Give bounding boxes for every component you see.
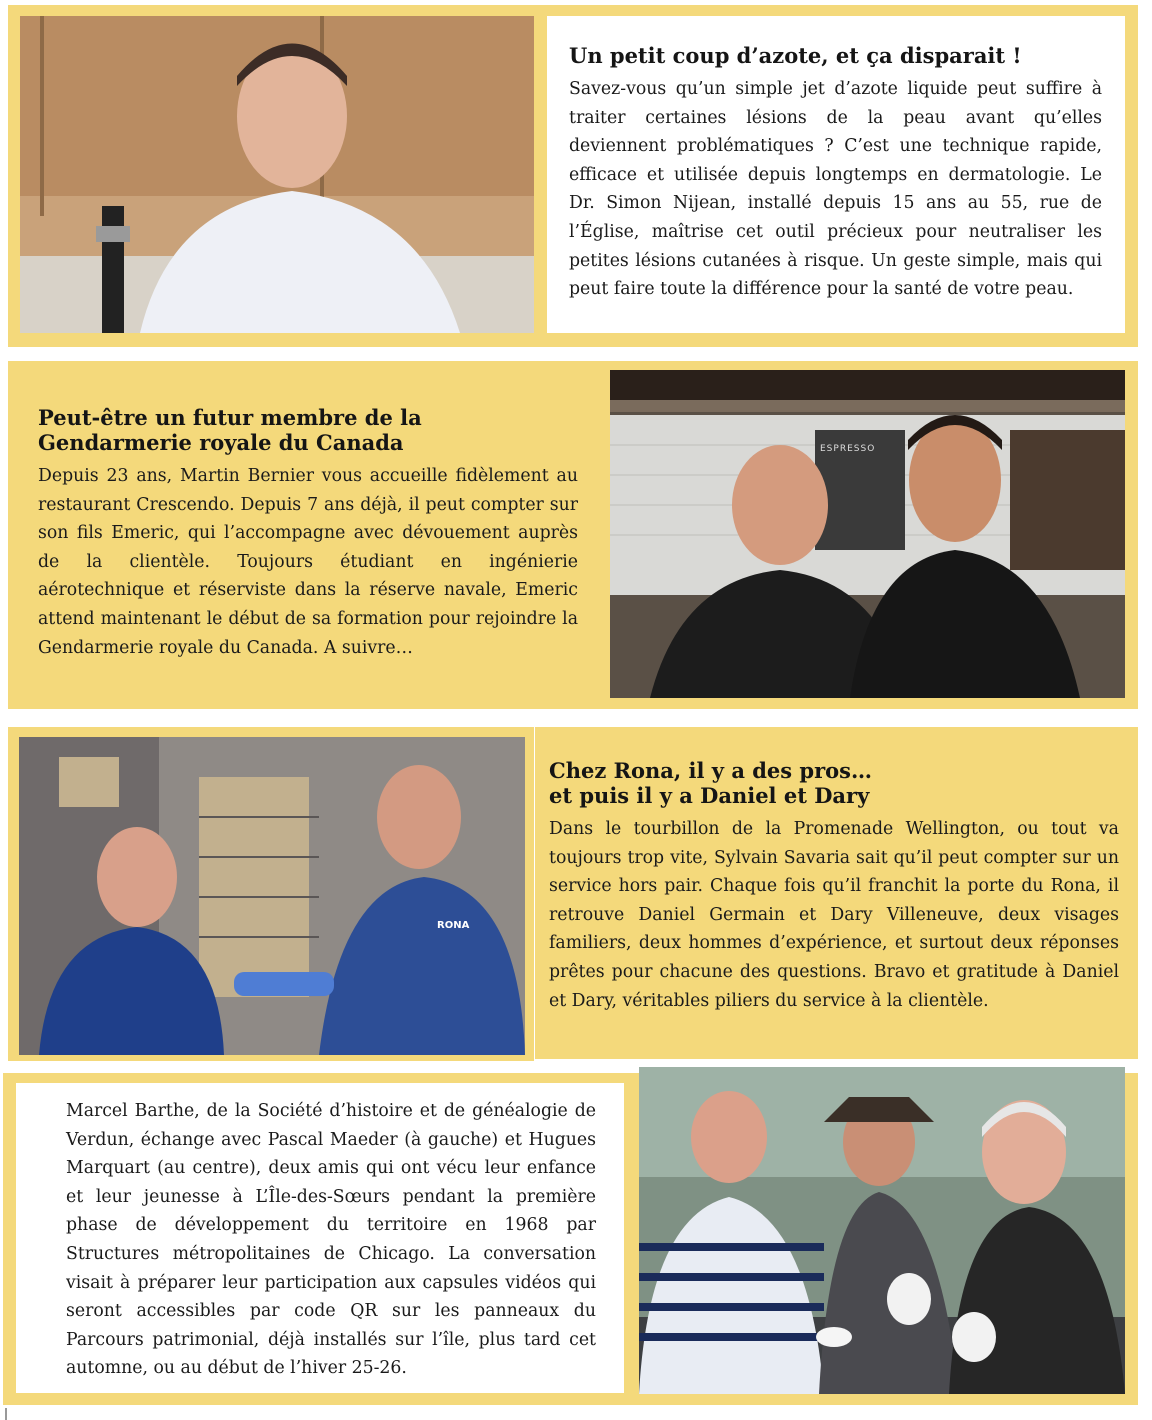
restaurant-photo: [610, 370, 1125, 698]
article-restaurant-title-line2: Gendarmerie royale du Canada: [38, 430, 404, 455]
espresso-sign: ESPRESSO: [820, 444, 876, 454]
article-dermatology-title: Un petit coup d’azote, et ça disparait !: [569, 43, 1022, 68]
article-rona-title-line1: Chez Rona, il y a des pros…: [549, 758, 872, 783]
article-heritage-textbox: [16, 1083, 624, 1393]
rona-photo: [19, 737, 525, 1055]
page-folio-mark: [5, 1408, 7, 1420]
article-restaurant-title: [38, 405, 598, 455]
article-rona-frame: [535, 727, 1138, 1059]
article-dermatology-body: Savez-vous qu’un simple jet d’azote liquide peut suffire à traiter certaines lésions de la peau avant qu’elles deviennent problématiques ? C’est une technique rapide, efficace et utilisée depuis longtemps en dermatologie. Le Dr. Simon Nijean, installé depuis 15 ans au 55, rue de l’Église, maîtrise cet outil précieux pour neutraliser les petites lésions cutanées à risque. Un geste simple, mais qui peut faire toute la différence pour la santé de votre peau.: [569, 79, 1102, 300]
heritage-cafe-photo: [639, 1067, 1125, 1394]
rona-vest-logo: RONA: [437, 920, 470, 931]
doctor-photo: [20, 16, 534, 333]
article-restaurant-body: Depuis 23 ans, Martin Bernier vous accueille fidèlement au restaurant Crescendo. Depuis 7 ans déjà, il peut compter sur son fils Emeric, qui l’accompagne avec dévouement auprès de la clientèle. Toujours étudiant en ingénierie aérotechnique et réserviste dans la réserve navale, Emeric attend maintenant le début de sa formation pour rejoindre la Gendarmerie royale du Canada. A suivre…: [38, 466, 578, 658]
article-rona-title-line2: et puis il y a Daniel et Dary: [549, 783, 870, 808]
article-restaurant-title-line1: Peut-être un futur membre de la: [38, 405, 422, 430]
article-heritage-body: Marcel Barthe, de la Société d’histoire et de généalogie de Verdun, échange avec Pascal Maeder (à gauche) et Hugues Marquart (au centre), deux amis qui ont vécu leur enfance et leur jeunesse à L’Île-des-Sœurs pendant la première phase de développement du territoire en 1968 par Structures métropolitaines de Chicago. La conversation visait à préparer leur participation aux capsules vidéos qui seront accessibles par code QR sur les panneaux du Parcours patrimonial, déjà installés sur l’île, plus tard cet automne, ou au début de l’hiver 25-26.: [66, 1101, 596, 1379]
article-rona-body: Dans le tourbillon de la Promenade Wellington, ou tout va toujours trop vite, Sylvain Savaria sait qu’il peut compter sur un service hors pair. Chaque fois qu’il franchit la porte du Rona, il retrouve Daniel Germain et Dary Villeneuve, deux visages familiers, deux hommes d’expérience, et surtout deux réponses prêtes pour chacune des questions. Bravo et gratitude à Daniel et Dary, véritables piliers du service à la clientèle.: [549, 819, 1119, 1011]
article-rona-title: [549, 758, 1138, 808]
article-dermatology-textbox: [547, 16, 1125, 333]
